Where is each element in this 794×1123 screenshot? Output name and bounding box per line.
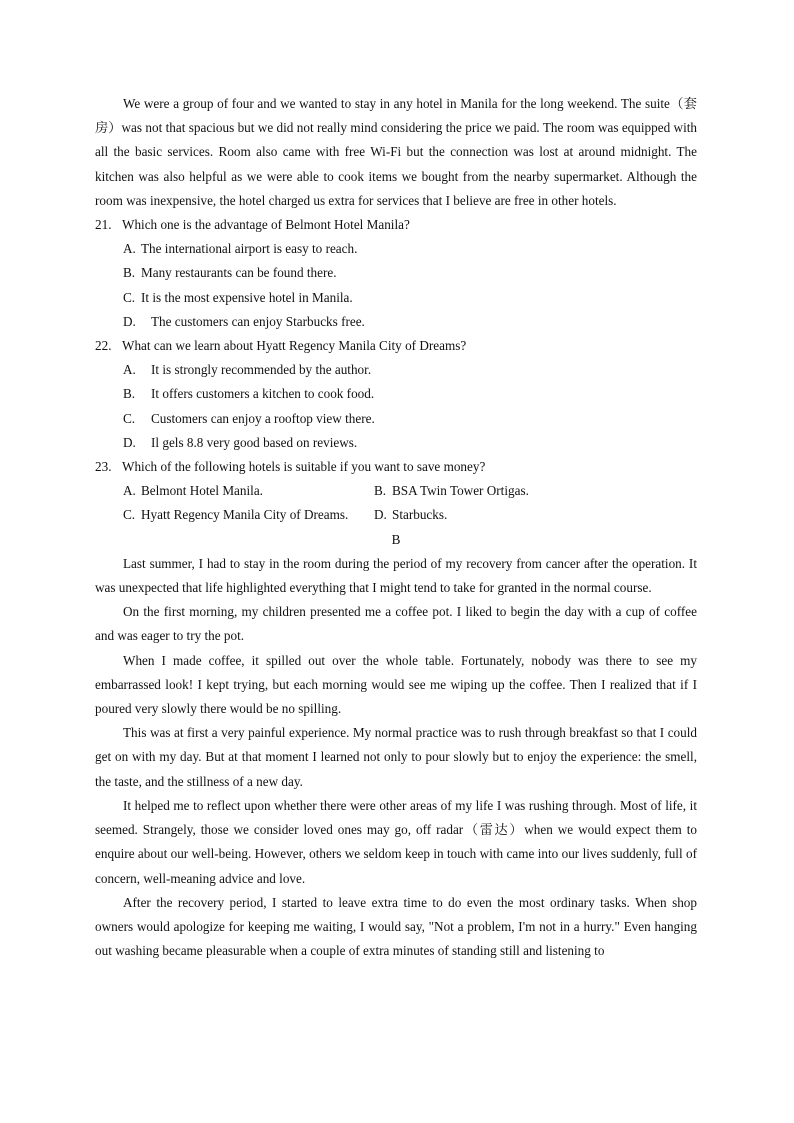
passage-b-paragraph: After the recovery period, I started to leave extra time to do even the most ordinary tasks. When shop owners would apologize for keeping me waiting, I would say, "Not a problem, I'm not in a hurry." Even hanging out washing became pleasurable when a couple of extra minutes of standing still and listening to <box>95 894 697 959</box>
option-d: D. The customers can enjoy Starbucks free. <box>123 313 365 329</box>
question-22 <box>95 334 697 455</box>
question-21 <box>95 213 697 334</box>
section-heading: B <box>391 531 401 547</box>
passage-b-paragraph: This was at first a very painful experience. My normal practice was to rush through breakfast so that I could get on with my day. But at that moment I learned not only to pour slowly but to enjoy the experience: the smell, the taste, and the stillness of a new day. <box>95 725 697 789</box>
option-d: D. Il gels 8.8 very good based on reviews. <box>123 434 358 450</box>
option-c: C. Hyatt Regency Manila City of Dreams. <box>123 507 349 523</box>
option-b: B. It offers customers a kitchen to cook food. <box>123 386 375 402</box>
question-text: Which of the following hotels is suitable if you want to save money? <box>122 459 486 475</box>
page-content <box>95 92 697 963</box>
option-d: D. Starbucks. <box>374 507 448 523</box>
option-a: A. It is strongly recommended by the author. <box>123 362 372 378</box>
question-text: Which one is the advantage of Belmont Hotel Manila? <box>122 217 410 233</box>
question-text: What can we learn about Hyatt Regency Manila City of Dreams? <box>122 338 467 354</box>
option-c: C. Customers can enjoy a rooftop view there. <box>123 410 375 426</box>
passage-b-paragraph: On the first morning, my children presented me a coffee pot. I liked to begin the day with a cup of coffee and was eager to try the pot. <box>95 604 697 644</box>
question-23 <box>95 455 697 528</box>
passage-b-paragraph: It helped me to reflect upon whether there were other areas of my life I was rushing through. Most of life, it seemed. Strangely, those we consider loved ones may go, off radar（雷达）when we would expect them to enquire about our well-being. However, others we seldom keep in touch with came into our lives suddenly, full of concern, well-meaning advice and love. <box>95 797 697 886</box>
option-b: B. BSA Twin Tower Ortigas. <box>374 483 529 499</box>
option-a: A. Belmont Hotel Manila. <box>123 483 263 499</box>
option-row <box>123 479 697 503</box>
option-c: C. It is the most expensive hotel in Manila. <box>123 289 353 305</box>
question-number: 23. <box>95 459 112 475</box>
passage-b-paragraph: Last summer, I had to stay in the room during the period of my recovery from cancer after the operation. It was unexpected that life highlighted everything that I might tend to take for granted in the normal course. <box>95 555 697 596</box>
question-number: 22. <box>95 338 112 354</box>
passage-b-paragraph: When I made coffee, it spilled out over the whole table. Fortunately, nobody was there to see my embarrassed look! I kept trying, but each morning would see me wiping up the coffee. Then I realized that if I poured very slowly there would be no spilling. <box>95 652 697 717</box>
option-row <box>123 503 697 527</box>
option-b: B. Many restaurants can be found there. <box>123 265 337 281</box>
question-number: 21. <box>95 217 112 233</box>
option-a: A. The international airport is easy to reach. <box>123 241 358 257</box>
passage-a-paragraph: We were a group of four and we wanted to stay in any hotel in Manila for the long weekend. The suite（套房）was not that spacious but we did not really mind considering the price we paid. The room was equipped with all the basic services. Room also came with free Wi-Fi but the connection was lost at around midnight. The kitchen was also helpful as we were able to cook items we bought from the nearby supermarket. Although the room was inexpensive, the hotel charged us extra for services that I believe are free in other hotels. <box>95 96 697 208</box>
